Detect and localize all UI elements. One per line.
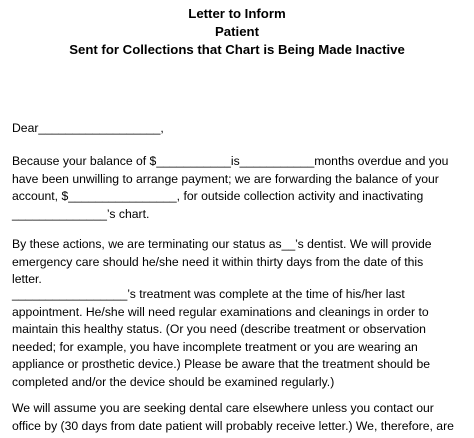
paragraph-termination — [12, 236, 470, 289]
salutation-text: Dear__________________, — [12, 121, 164, 135]
paragraph-line: completed and/or the device should be examined regularly.) — [12, 374, 335, 389]
paragraph-line: appointment. He/she will need regular examinations and cleanings in order to — [12, 304, 429, 319]
paragraph-treatment — [12, 286, 470, 391]
paragraph-line: office by (30 days from date patient will probably receive letter.) We, therefore, are — [12, 418, 454, 433]
paragraph-line: Because your balance of $___________is___________months overdue and you — [12, 154, 449, 168]
paragraph-line: emergency care should he/she need it within thirty days from the date of this — [12, 254, 424, 269]
paragraph-line: ______________’s chart. — [12, 206, 150, 221]
paragraph-line: needed; for example, you have incomplete treatment or you are wearing an — [12, 339, 418, 354]
paragraph-line: appliance or prosthetic device.) Please be aware that the treatment should be — [12, 357, 431, 371]
paragraph-line: have been unwilling to arrange payment; we are forwarding the balance of your — [12, 171, 439, 186]
paragraph-line: By these actions, we are terminating our status as__’s dentist. We will provide — [12, 237, 432, 251]
paragraph-line: maintain this healthy status. (Or you need (describe treatment or observation — [12, 322, 426, 336]
title-line-2: Patient — [215, 24, 259, 39]
paragraph-line: account, $________________, for outside collection activity and inactivating — [12, 189, 424, 203]
title-line-1: Letter to Inform — [188, 6, 286, 21]
paragraph-line: _________________’s treatment was complete at the time of his/her last — [12, 287, 405, 301]
letter-title — [0, 5, 474, 59]
title-line-3: Sent for Collections that Chart is Being Made Inactive — [69, 42, 405, 57]
paragraph-care-elsewhere — [12, 400, 470, 435]
paragraph-balance — [12, 153, 470, 223]
salutation — [12, 120, 470, 138]
paragraph-line: letter. — [12, 272, 42, 286]
paragraph-line: We will assume you are seeking dental care elsewhere unless you contact our — [12, 401, 434, 415]
